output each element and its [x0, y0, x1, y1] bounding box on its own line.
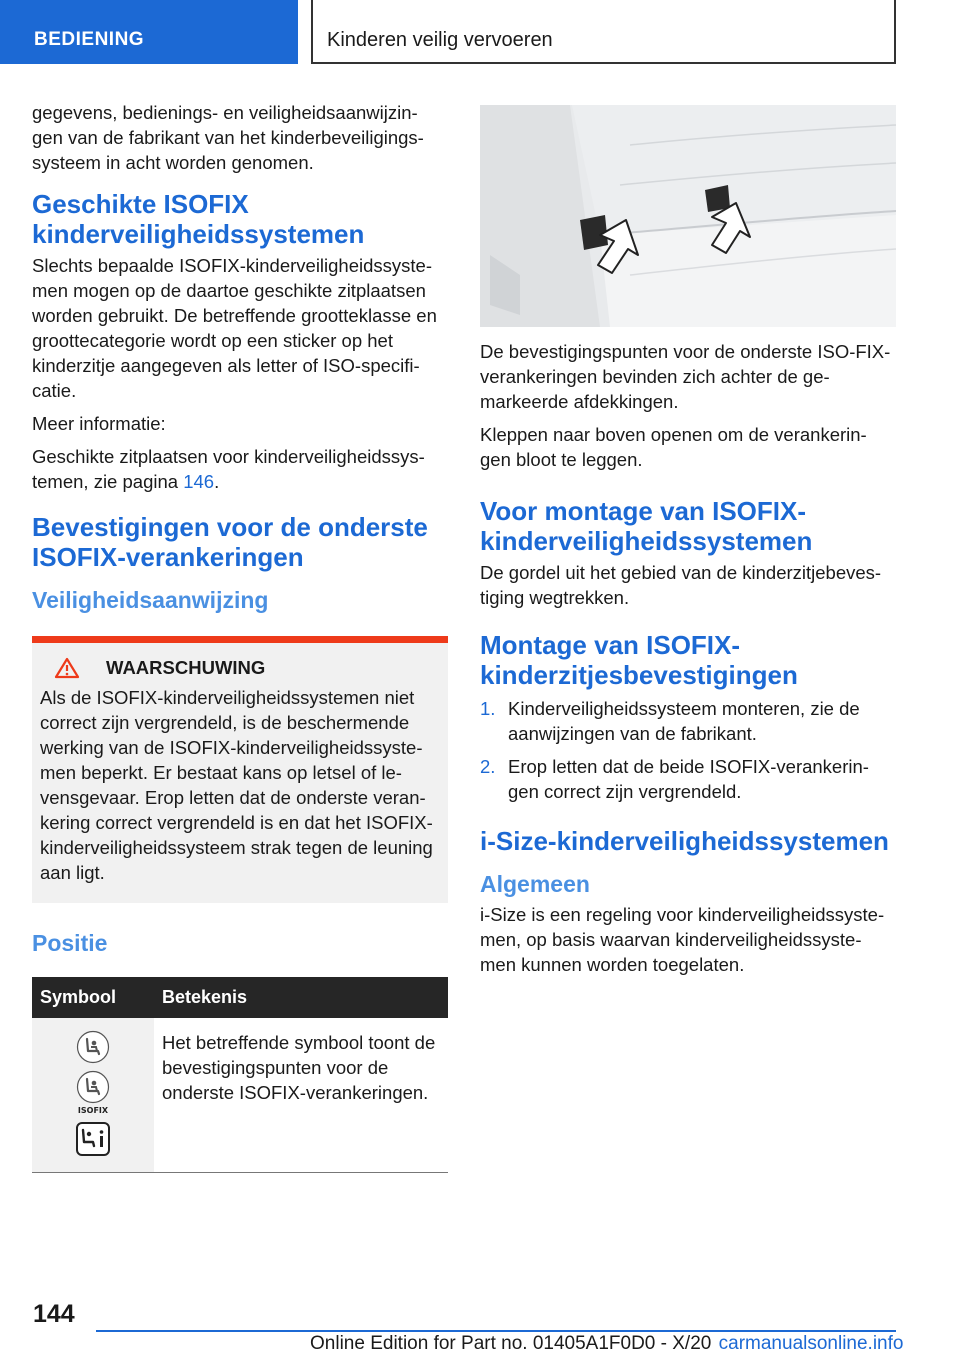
isofix-icon-label: ISOFIX: [77, 1106, 109, 1115]
step-text: Kinderveiligheidssysteem monteren, zie de aanwijzingen van de fabrikant.: [508, 698, 860, 744]
step-text: Erop letten dat de beide ISOFIX-verankerin-gen correct zijn vergrendeld.: [508, 756, 869, 802]
right-column: [480, 105, 896, 985]
chapter-title: Kinderen veilig vervoeren: [311, 0, 896, 64]
figure-caption-2: Kleppen naar boven openen om de verankerin-gen bloot te leggen.: [480, 424, 867, 470]
paragraph-before-mounting: De gordel uit het gebied van de kinderzitjebeves-tiging wegtrekken.: [480, 562, 882, 608]
heading-suitable-isofix: Geschikte ISOFIX kinderveiligheidssystemen: [32, 189, 365, 249]
step-number: 1.: [480, 698, 496, 719]
warning-triangle-icon: [54, 657, 80, 679]
footer-rule: [96, 1330, 896, 1332]
page-number: 144: [33, 1300, 75, 1328]
heading-isize: i-Size-kinderveiligheidssystemen: [480, 826, 889, 856]
child-seat-icon: [76, 1030, 110, 1064]
cross-reference-end: .: [214, 471, 220, 492]
meaning-cell: Het betreffende symbool toont de bevestigingspunten voor de onderste ISOFIX-verankeringen.: [162, 1032, 436, 1103]
edition-text: Online Edition for Part no. 01405A1F0D0 - X/20: [310, 1333, 712, 1354]
heading-before-mounting: Voor montage van ISOFIX-kinderveiligheidssystemen: [480, 496, 813, 556]
warning-text: Als de ISOFIX-kinderveiligheidssystemen niet correct zijn vergrendeld, is de beschermende werking van de ISOFIX-kinderveiligheidssyste-men beperkt. Er bestaat kans op letsel of le-vensgevaar. Erop letten dat de onderste veran-kering correct vergrendeld is en dat het ISOFIX-kinderveiligheidssysteem strak tegen de leuning aan ligt.: [40, 687, 433, 883]
heading-safety-notice: Veiligheidsaanwijzing: [32, 587, 269, 613]
table-row: [32, 1018, 448, 1173]
list-item: [480, 754, 896, 804]
list-item: [480, 696, 896, 746]
column-header-meaning: Betekenis: [154, 977, 448, 1018]
left-column: [32, 100, 448, 1173]
paragraph-isize: i-Size is een regeling voor kinderveiligheidssyste-men, op basis waarvan kinderveiligheidssyste-men kunnen worden toegelaten.: [480, 904, 885, 975]
symbol-cell: [32, 1018, 154, 1173]
heading-position: Positie: [32, 930, 108, 956]
cross-reference: [32, 444, 448, 494]
heading-general: Algemeen: [480, 871, 590, 897]
more-info-label: Meer informatie:: [32, 413, 166, 434]
isofix-child-seat-icon: [76, 1070, 110, 1116]
footer-edition: [310, 1333, 903, 1355]
child-seat-info-icon: [76, 1122, 110, 1156]
symbol-table: [32, 977, 448, 1173]
heading-lower-anchorages: Bevestigingen voor de onderste ISOFIX-verankeringen: [32, 512, 428, 572]
figure-caption-1: De bevestigingspunten voor de onderste ISO-FIX-verankeringen bevinden zich achter de ge-markeerde afdekkingen.: [480, 341, 891, 412]
section-tab: BEDIENING: [0, 0, 298, 64]
intro-paragraph: gegevens, bedienings- en veiligheidsaanwijzin-gen van de fabrikant van het kinderbeveiligings-systeem in acht worden genomen.: [32, 102, 424, 173]
column-header-symbol: Symbool: [32, 977, 154, 1018]
warning-header: [40, 657, 436, 679]
warning-label: WAARSCHUWING: [106, 657, 266, 678]
warning-box: [32, 636, 448, 903]
rear-seat-isofix-photo: [480, 105, 896, 327]
paragraph-suitable-isofix: Slechts bepaalde ISOFIX-kinderveiligheidssyste-men mogen op de daartoe geschikte zitplaatsen worden gebruikt. De betreffende grootteklasse en groottecategorie wordt op een sticker op het kinderzitje aangegeven als letter of ISO-specifi-catie.: [32, 255, 437, 401]
cross-reference-text: Geschikte zitplaatsen voor kinderveiligheidssys-temen, zie pagina: [32, 446, 425, 492]
heading-mounting: Montage van ISOFIX-kinderzitjesbevestigingen: [480, 630, 798, 690]
step-number: 2.: [480, 756, 496, 777]
watermark-link[interactable]: carmanualsonline.info: [718, 1333, 904, 1354]
page-link-146[interactable]: 146: [183, 471, 215, 492]
mounting-steps: [480, 696, 896, 804]
table-header-row: [32, 977, 448, 1018]
